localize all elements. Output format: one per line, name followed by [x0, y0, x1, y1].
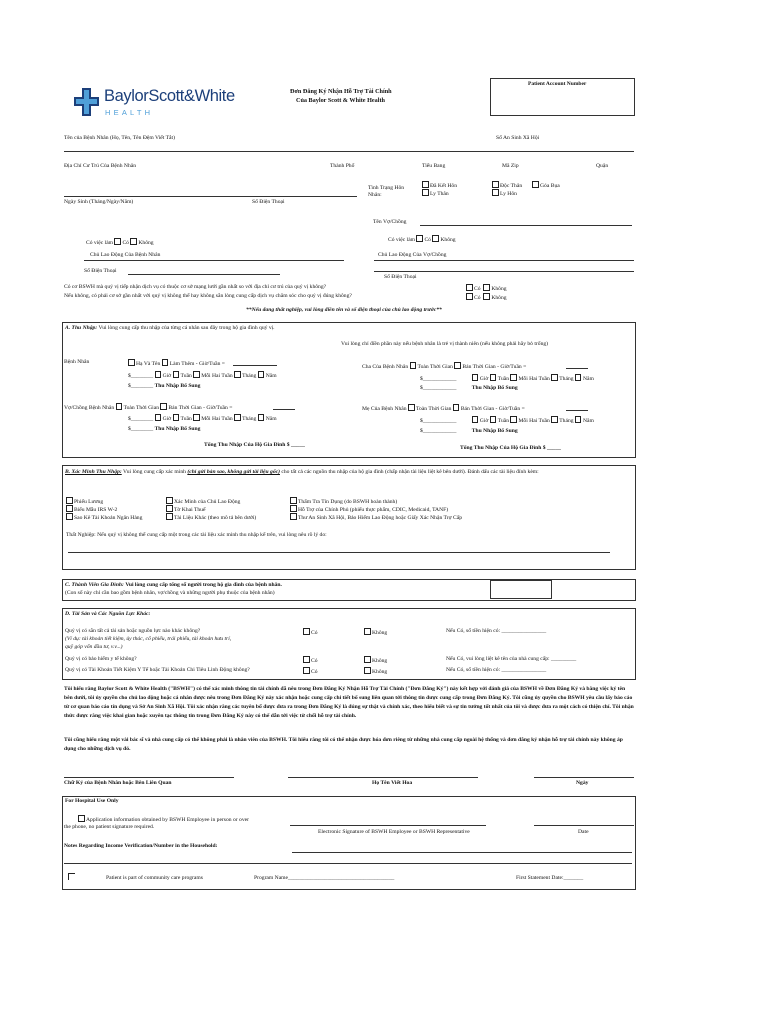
father-extra-row: $____________ Thu Nhập Bổ Sung — [420, 385, 518, 391]
community-care-label: Patient is part of community care programs — [106, 875, 203, 881]
doc-paystub[interactable]: Phiếu Lương — [66, 497, 103, 505]
doc-gov[interactable]: Hỗ Trợ của Chính Phủ (phiếu thực phẩm, CDIC, Medicaid, TANF) — [290, 505, 448, 513]
spouse-week-checkbox[interactable] — [173, 414, 180, 421]
patient-income-label: Bệnh Nhân — [64, 359, 90, 365]
hospital-use-title: For Hospital Use Only — [65, 798, 119, 804]
notes-label: Notes Regarding Income Verification/Number in the Household: — [64, 843, 218, 849]
mother-income-row: Mẹ Của Bệnh Nhân Toàn Thời Gian Bán Thời Gian - Giờ/Tuần = — [362, 406, 525, 412]
patient-employer-label: Chủ Lao Động Của Bệnh Nhân — [90, 252, 161, 258]
esig-label: Electronic Signature of BSWH Employee or BSWH Representative — [318, 829, 470, 835]
other-doc-checkbox[interactable] — [166, 513, 173, 520]
spouse-ft-checkbox[interactable] — [116, 403, 123, 410]
father-biweekly-checkbox[interactable] — [510, 374, 517, 381]
section-b-heading: B. Xác Minh Thu Nhập: Vui lòng cung cấp xác minh (chỉ gửi bản sao, không gửi tài liệu gốc) cho tất cả các nguồn thu nhập của hộ gia đình (chấp nhận tài liệu liệt kê bên dưới). Đánh dấu các tài liệu đính kèm: — [65, 469, 539, 475]
mother-week-checkbox[interactable] — [490, 416, 497, 423]
father-pay-row: $____________ Giờ Tuần Mỗi Hai Tuần Tháng Năm — [420, 376, 594, 382]
q1-no-checkbox[interactable] — [483, 284, 490, 291]
ssn-label: Số An Sinh Xã Hội — [496, 135, 540, 141]
father-week-checkbox[interactable] — [490, 374, 497, 381]
assets-no-checkbox[interactable] — [364, 628, 371, 635]
patient-week-checkbox[interactable] — [173, 371, 180, 378]
father-yearly-checkbox[interactable] — [575, 374, 582, 381]
dob-label: Ngày Sinh (Tháng/Ngày/Năm) — [64, 199, 134, 205]
spouse-name-line[interactable] — [420, 225, 632, 226]
patient-biweekly-checkbox[interactable] — [193, 371, 200, 378]
unemployed-reason-line[interactable] — [68, 552, 610, 553]
spouse-name-label: Tên Vợ/Chồng — [373, 219, 407, 225]
bank-checkbox[interactable] — [66, 513, 73, 520]
tax-checkbox[interactable] — [166, 505, 173, 512]
separated-checkbox[interactable] — [422, 189, 429, 196]
patient-employed: Có việc làm Có Không — [86, 240, 154, 246]
doc-tax[interactable]: Tờ Khai Thuế — [166, 505, 205, 513]
w2-checkbox[interactable] — [66, 505, 73, 512]
insurance-yes[interactable]: Có — [303, 656, 318, 664]
patient-employed-yes-checkbox[interactable] — [114, 238, 121, 245]
mother-monthly-checkbox[interactable] — [551, 416, 558, 423]
married-checkbox[interactable] — [422, 181, 429, 188]
phone-app-line2: the phone, no patient signature required. — [64, 824, 155, 830]
spouse-employer-label: Chủ Lao Động Của Vợ/Chồng — [378, 252, 447, 258]
signature-line[interactable] — [64, 777, 234, 778]
q1-yes-checkbox[interactable] — [466, 284, 473, 291]
q2-no-checkbox[interactable] — [483, 293, 490, 300]
unemployed-reason-label: Thất Nghiệp: Nếu quý vị không thể cung cấp một trong các tài liệu xác minh thu nhập kể trên, vui lòng nêu rõ lý do: — [66, 532, 327, 538]
mother-extra-row: $____________ Thu Nhập Bổ Sung — [420, 428, 518, 434]
network-question-2: Nếu không, có phải cơ sở gần nhất với quý vị không thể hay không sẵn lòng cung cấp dịch vụ chăm sóc cho quý vị đúng không? — [64, 293, 352, 299]
insurance-no[interactable]: Không — [364, 656, 387, 664]
program-name: Program Name______________________________________ — [254, 875, 395, 881]
account-number-label: Patient Account Number — [528, 81, 587, 87]
minor-note: Vui lòng chỉ điền phần này nếu bệnh nhân là trẻ vị thành niên (nếu không phải hãy bỏ trống) — [341, 341, 549, 347]
unemployed-note: **Nếu đang thất nghiệp, vui lòng điền tên và số điện thoại của chủ lao động trước** — [246, 307, 442, 313]
insurance-no-checkbox[interactable] — [364, 656, 371, 663]
separated-option[interactable]: Ly Thân — [422, 189, 449, 197]
mother-biweekly-checkbox[interactable] — [510, 416, 517, 423]
hsa-yes[interactable]: Có — [303, 667, 318, 675]
patient-parttime-checkbox[interactable] — [162, 359, 169, 366]
spouse-income-row: Vợ/Chồng Bệnh Nhân Toàn Thời Gian Bán Thời Gian - Giờ/Tuần = — [64, 405, 233, 411]
father-ft-checkbox[interactable] — [410, 362, 417, 369]
name-line[interactable] — [64, 151, 634, 152]
esig-date-label: Date — [578, 829, 589, 835]
spouse-biweekly-checkbox[interactable] — [193, 414, 200, 421]
community-checkbox-marker[interactable] — [68, 873, 75, 880]
phone-label: Số Điện Thoại — [252, 199, 285, 205]
spouse-extra-row: $________ Thu Nhập Bổ Sung — [128, 426, 201, 432]
doc-w2[interactable]: Biểu Mẫu IRS W-2 — [66, 505, 117, 513]
spouse-employed-yes-checkbox[interactable] — [416, 235, 423, 242]
employer-verif-checkbox[interactable] — [166, 497, 173, 504]
spouse-hour-checkbox[interactable] — [155, 414, 162, 421]
father-monthly-checkbox[interactable] — [551, 374, 558, 381]
insurance-provider: Nếu Có, vui lòng liệt kê tên của nhà cung cấp: _________ — [446, 656, 577, 662]
county-label: Quận — [596, 163, 609, 169]
state-label: Tiểu Bang — [422, 163, 446, 169]
mother-pay-row: $____________ Giờ Tuần Mỗi Hai Tuần Tháng Năm — [420, 418, 594, 424]
mother-pt-checkbox[interactable] — [453, 404, 460, 411]
credit-checkbox[interactable] — [290, 497, 297, 504]
phone-app-checkbox[interactable] — [78, 815, 85, 822]
widowed-option[interactable]: Góa Bụa — [532, 181, 560, 189]
hsa-no-checkbox[interactable] — [364, 667, 371, 674]
single-option[interactable]: Độc Thân — [492, 181, 522, 189]
patient-yearly-checkbox[interactable] — [258, 371, 265, 378]
esig-line[interactable] — [290, 825, 486, 826]
esig-date-line[interactable] — [534, 825, 634, 826]
patient-fullname-checkbox[interactable] — [128, 359, 135, 366]
spouse-yearly-checkbox[interactable] — [258, 414, 265, 421]
patient-extra-row: $________ Thu Nhập Bổ Sung — [128, 383, 201, 389]
patient-employed-no-checkbox[interactable] — [130, 238, 137, 245]
doc-credit[interactable]: Thẩm Tra Tín Dụng (do BSWH hoàn thành) — [290, 497, 397, 505]
date-label: Ngày — [576, 780, 589, 786]
divorced-option[interactable]: Ly Hôn — [492, 189, 517, 197]
insurance-question: Quý vị có bảo hiểm y tế không? — [65, 656, 137, 662]
zip-label: Mã Zip — [502, 163, 519, 169]
household-total-adult: Tổng Thu Nhập Của Hộ Gia Đình $ _____ — [204, 442, 305, 448]
patient-income-type: Hạ Và Tên Làm Thêm - Giờ/Tuần = — [128, 359, 225, 367]
mother-yearly-checkbox[interactable] — [575, 416, 582, 423]
print-name-label: Họ Tên Viết Hoa — [372, 780, 413, 786]
assets-amount: Nếu Có, số tiền hiện có: ________________ — [446, 628, 547, 634]
spouse-employer-line[interactable] — [374, 260, 634, 261]
network-question-1: Có cơ BSWH mà quý vị tiếp nhận dịch vụ có thuộc cơ sở mạng lưới gần nhất so với địa chỉ cư trú của quý vị không? — [64, 284, 327, 290]
address-label: Địa Chỉ Cư Trú Của Bệnh Nhân — [64, 163, 137, 169]
form-title: Đơn Đăng Ký Nhận Hỗ Trợ Tài Chính — [290, 88, 392, 95]
notes-line-1[interactable] — [292, 852, 632, 853]
q2-options: Có Không — [466, 293, 507, 301]
widowed-checkbox[interactable] — [532, 181, 539, 188]
marital-status-label: Tình Trạng Hôn Nhân: — [368, 185, 405, 198]
father-hours-line[interactable] — [566, 368, 588, 369]
mother-ft-checkbox[interactable] — [408, 404, 415, 411]
assets-example-1: (Ví dụ: tài khoản tiết kiệm, ủy thác, cổ phiếu, trái phiếu, tài khoản hưu trí, — [65, 636, 232, 642]
doc-other[interactable]: Tài Liệu Khác (theo mô tả bên dưới) — [166, 513, 256, 521]
notes-line-2[interactable] — [64, 863, 632, 864]
patient-pay-row: $________ Giờ Tuần Mỗi Hai Tuần Tháng Năm — [128, 373, 277, 379]
gov-checkbox[interactable] — [290, 505, 297, 512]
divorced-checkbox[interactable] — [492, 189, 499, 196]
patient-name-label: Tên của Bệnh Nhân (Họ, Tên, Tên Đệm Viết Tắt) — [64, 135, 175, 141]
brand-sub: HEALTH — [105, 108, 154, 117]
ssa-checkbox[interactable] — [290, 513, 297, 520]
legal-paragraph-1: Tôi hiểu rằng Baylor Scott & White Health ("BSWH") có thể xác minh thông tin tài chính đã nêu trong Đơn Đăng Ký Nhận Hỗ Trợ Tài Chính ("Đơn Đăng Ký") này kết hợp với đánh giá của BSWH về Đơn Đăng Ký và bằng việc ký tên bên dưới, tôi ủy quyền cho chủ lao động hoặc cá nhân được nêu trong Đơn Đăng Ký này xác nhận hoặc cung cấp chi tiết bổ sung liên quan tới thông tin được cung cấp trong Đơn Đăng Ký. Tôi cũng ủy quyền cho BSWH yêu cầu lấy báo cáo từ cơ quan báo cáo tín dụng và Sở An Sinh Xã Hội. Tôi xác nhận rằng các tuyên bố được đưa ra trong Đơn Đăng Ký là đúng sự thật và chính xác, theo hiểu biết và sự tin tưởng tốt nhất của tôi và được đưa ra một cách có thiện chí. Tôi nhận thức được rằng việc khai gian hoặc xuyên tạc thông tin trong Đơn Đăng Ký này có thể dẫn tới việc từ chối hỗ trợ tài chính. — [64, 686, 634, 719]
father-income-row: Cha Của Bệnh Nhân Toàn Thời Gian Bán Thời Gian - Giờ/Tuần = — [362, 364, 527, 370]
patient-monthly-checkbox[interactable] — [234, 371, 241, 378]
print-name-line[interactable] — [288, 777, 478, 778]
household-total-minor: Tổng Thu Nhập Của Hộ Gia Đình $ _____ — [460, 445, 561, 451]
baylor-cross-icon — [72, 86, 102, 118]
hsa-amount: Nếu Có, số tiền hiện có: ________________ — [446, 667, 547, 673]
date-line[interactable] — [534, 777, 634, 778]
spouse-employed: Có việc làm Có Không — [388, 237, 456, 243]
patient-hour-checkbox[interactable] — [155, 371, 162, 378]
hsa-no[interactable]: Không — [364, 667, 387, 675]
paystub-checkbox[interactable] — [66, 497, 73, 504]
city-label: Thành Phố — [330, 163, 355, 169]
assets-yes-checkbox[interactable] — [303, 628, 310, 635]
patient-employer-line[interactable] — [84, 260, 344, 261]
mother-hours-line[interactable] — [566, 410, 588, 411]
patient-employer-phone-line[interactable] — [128, 274, 280, 275]
brand-name: BaylorScott&White — [104, 87, 235, 105]
father-hour-checkbox[interactable] — [472, 374, 479, 381]
q2-yes-checkbox[interactable] — [466, 293, 473, 300]
single-checkbox[interactable] — [492, 181, 499, 188]
doc-employer[interactable]: Xác Minh của Chủ Lao Động — [166, 497, 240, 505]
legal-paragraph-2: Tôi cũng hiểu rằng một vài bác sĩ và nhà cung cấp có thể không phải là nhân viên của BSWH. Tôi hiểu rằng tôi có thể nhận được hóa đơn riêng từ những nhà cung cấp ngoài hệ thống và đơn đăng ký nhận hỗ trợ tài chính này không áp dụng cho những dịch vụ đó. — [64, 737, 623, 752]
spouse-pt-checkbox[interactable] — [160, 403, 167, 410]
doc-bank[interactable]: Sao Kê Tài Khoản Ngân Hàng — [66, 513, 142, 521]
section-d-heading: D. Tài Sản và Các Nguồn Lực Khác: — [65, 611, 151, 617]
mother-hour-checkbox[interactable] — [472, 416, 479, 423]
assets-no[interactable]: Không — [364, 628, 387, 636]
assets-yes[interactable]: Có — [303, 628, 318, 636]
section-c-sub: (Con số này chỉ cần bao gồm bệnh nhân, vợ/chồng và những người phụ thuộc của bệnh nhân) — [65, 590, 275, 596]
hsa-question: Quý vị có Tài Khoản Tiết Kiệm Y Tế hoặc Tài Khoản Chi Tiêu Linh Động không? — [65, 667, 250, 673]
signature-label: Chữ Ký của Bệnh Nhân hoặc Bên Liên Quan — [64, 780, 172, 786]
q1-options: Có Không — [466, 284, 507, 292]
spouse-employer-phone-line[interactable] — [374, 271, 634, 272]
address-line[interactable] — [64, 196, 357, 197]
brand-logo — [72, 86, 237, 122]
assets-question: Quý vị có sẵn tất cả tài sản hoặc nguồn lực nào khác không? — [65, 628, 201, 634]
form-subtitle: Của Baylor Scott & White Health — [296, 97, 385, 104]
insurance-yes-checkbox[interactable] — [303, 656, 310, 663]
doc-ssa[interactable]: Thư An Sinh Xã Hội, Bảo Hiểm Lao Động hoặc Giấy Xác Nhận Trợ Cấp — [290, 513, 462, 521]
patient-employer-phone-label: Số Điện Thoại — [84, 268, 117, 274]
first-statement: First Statement Date:_______ — [516, 875, 584, 881]
hsa-yes-checkbox[interactable] — [303, 667, 310, 674]
spouse-pay-row: $________ Giờ Tuần Mỗi Hai Tuần Tháng Năm — [128, 416, 277, 422]
spouse-employer-phone-label: Số Điện Thoại — [384, 274, 417, 280]
spouse-monthly-checkbox[interactable] — [234, 414, 241, 421]
household-count-box[interactable] — [490, 580, 552, 599]
phone-app-option: Application information obtained by BSWH Employee in person or over — [78, 815, 249, 823]
spouse-hours-line[interactable] — [273, 409, 295, 410]
father-pt-checkbox[interactable] — [454, 362, 461, 369]
married-option[interactable]: Đã Kết Hôn — [422, 181, 457, 189]
assets-example-2: quỹ góp vốn đầu tư, v.v...) — [65, 644, 123, 650]
section-a-heading: A. Thu Nhập: Vui lòng cung cấp thu nhập của từng cá nhân sau đây trong hộ gia đình quý vị. — [65, 325, 275, 331]
section-c-heading: C. Thành Viên Gia Đình: Vui lòng cung cấp tổng số người trong hộ gia đình của bệnh nhân. — [65, 582, 282, 588]
spouse-employed-no-checkbox[interactable] — [432, 235, 439, 242]
patient-hours-line[interactable] — [233, 365, 277, 366]
